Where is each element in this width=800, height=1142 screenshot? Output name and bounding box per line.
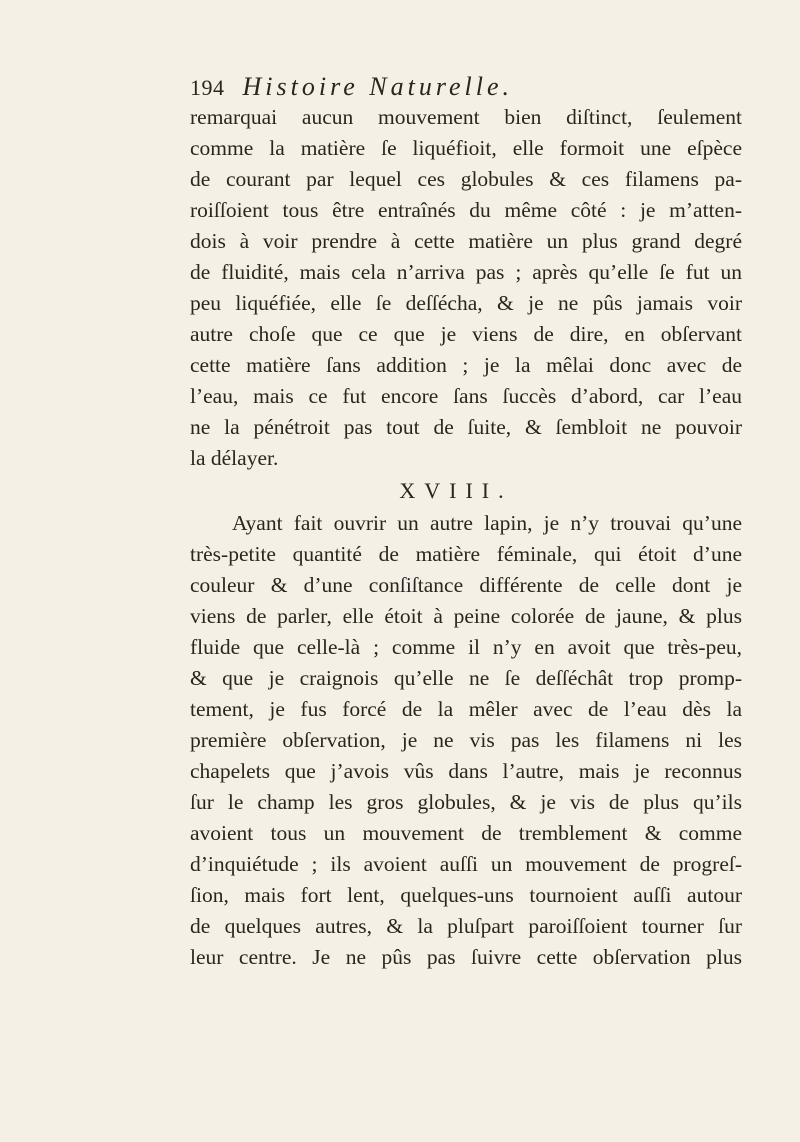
text-line: dois à voir prendre à cette matière un plus grand degré: [190, 229, 742, 253]
body-text: [190, 102, 742, 973]
page-header: [190, 72, 513, 102]
text-line: & que je craignois qu’elle ne ſe deſſéchât trop promp-: [190, 666, 742, 690]
text-line: ſion, mais fort lent, quelques-uns tournoient auſſi autour: [190, 883, 742, 907]
text-line: de fluidité, mais cela n’arriva pas ; après qu’elle ſe fut un: [190, 260, 742, 284]
text-line: la délayer.: [190, 446, 279, 470]
text-line: fluide que celle-là ; comme il n’y en avoit que très-peu,: [190, 635, 742, 659]
paragraph-2: [190, 508, 742, 973]
text-line: de courant par lequel ces globules & ces filamens pa-: [190, 167, 742, 191]
text-line: ſur le champ les gros globules, & je vis de plus qu’ils: [190, 790, 742, 814]
text-line: leur centre. Je ne pûs pas ſuivre cette obſervation plus: [190, 945, 742, 969]
section-heading: XVIII.: [399, 478, 513, 503]
text-line: d’inquiétude ; ils avoient auſſi un mouvement de progreſ-: [190, 852, 742, 876]
text-line: première obſervation, je ne vis pas les filamens ni les: [190, 728, 742, 752]
text-line: comme la matière ſe liquéfioit, elle formoit une eſpèce: [190, 136, 742, 160]
text-line: remarquai aucun mouvement bien diſtinct, ſeulement: [190, 105, 742, 129]
text-line: Ayant fait ouvrir un autre lapin, je n’y trouvai qu’une: [232, 511, 742, 535]
page-number: 194: [190, 75, 225, 100]
paragraph-1: [190, 102, 742, 474]
text-line: viens de parler, elle étoit à peine colorée de jaune, & plus: [190, 604, 742, 628]
text-line: peu liquéfiée, elle ſe deſſécha, & je ne pûs jamais voir: [190, 291, 742, 315]
text-line: l’eau, mais ce fut encore ſans ſuccès d’abord, car l’eau: [190, 384, 742, 408]
text-line: roiſſoient tous être entraînés du même côté : je m’atten-: [190, 198, 742, 222]
text-line: ne la pénétroit pas tout de ſuite, & ſembloit ne pouvoir: [190, 415, 742, 439]
text-line: avoient tous un mouvement de tremblement & comme: [190, 821, 742, 845]
text-line: de quelques autres, & la pluſpart paroiſſoient tourner ſur: [190, 914, 742, 938]
running-title: Histoire Naturelle.: [242, 72, 514, 101]
text-line: chapelets que j’avois vûs dans l’autre, mais je reconnus: [190, 759, 742, 783]
text-line: autre choſe que ce que je viens de dire, en obſervant: [190, 322, 742, 346]
text-line: cette matière ſans addition ; je la mêlai donc avec de: [190, 353, 742, 377]
text-line: tement, je fus forcé de la mêler avec de l’eau dès la: [190, 697, 742, 721]
text-line: couleur & d’une conſiſtance différente de celle dont je: [190, 573, 742, 597]
text-line: très-petite quantité de matière féminale, qui étoit d’une: [190, 542, 742, 566]
